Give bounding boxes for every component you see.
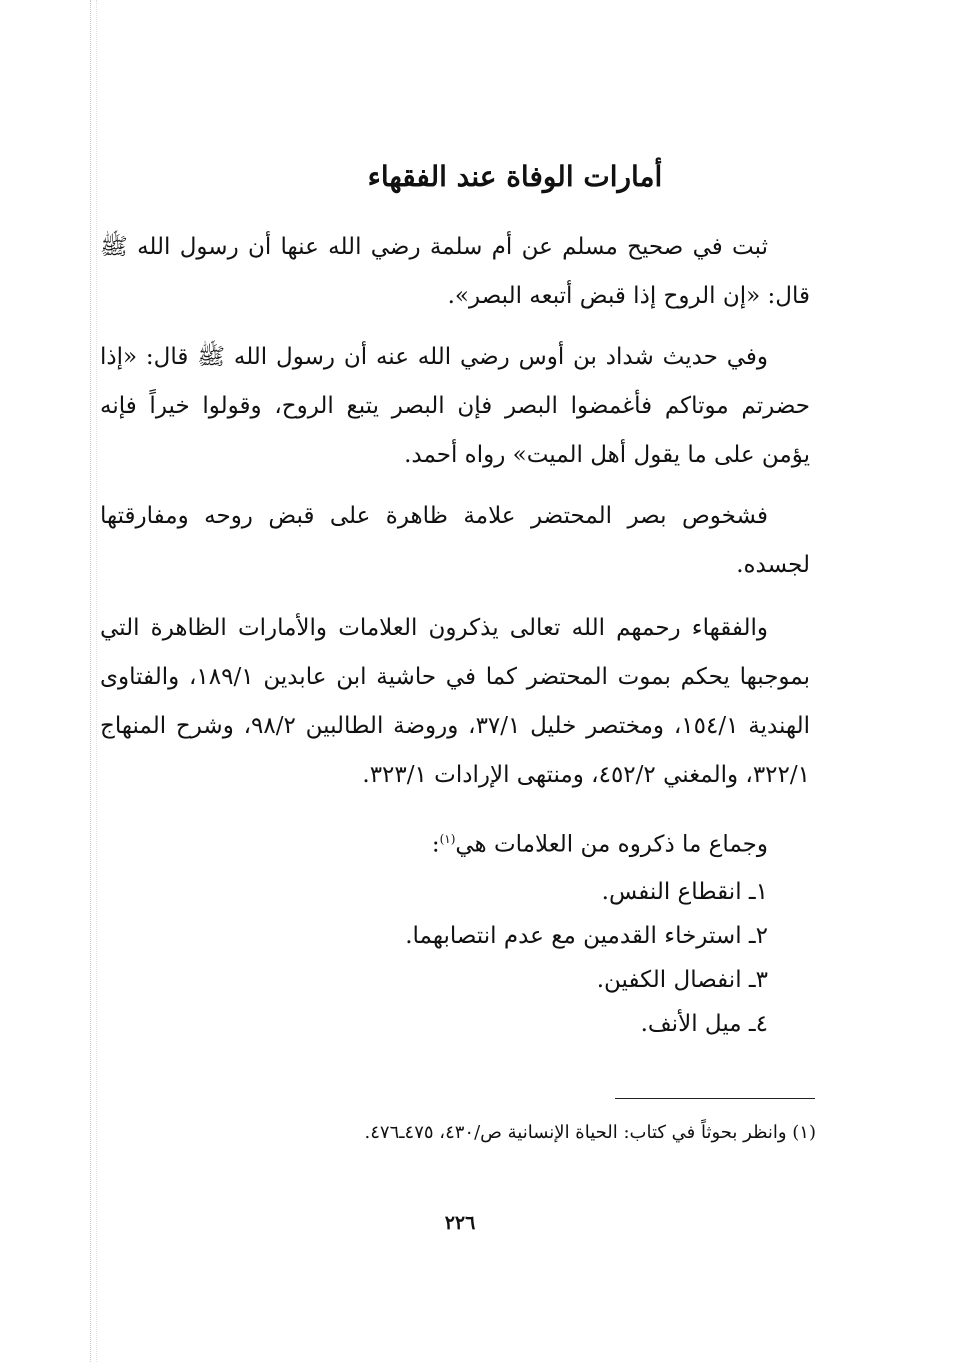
footnote-separator (615, 1098, 815, 1099)
margin-guide-line (90, 0, 91, 1362)
footnote: (١) وانظر بحوثاً في كتاب: الحياة الإنسانية ص/٤٣٠، ٤٧٥ـ٤٧٦. (364, 1122, 816, 1143)
paragraph-fuqaha-references: والفقهاء رحمهم الله تعالى يذكرون العلامات والأمارات الظاهرة التي بموجبها يحكم بموت المحتضر كما في حاشية ابن عابدين ١٨٩/١، والفتاوى الهندية ١٥٤/١، ومختصر خليل ٣٧/١، وروضة الطالبين ٩٨/٢، وشرح المنهاج ٣٢٢/١، والمغني ٤٥٢/٢، ومنتهى الإرادات ٣٢٣/١. (100, 615, 810, 788)
page-title: أمارات الوفاة عند الفقهاء (367, 160, 663, 193)
page-body (100, 160, 810, 1046)
list-item: ٢ـ استرخاء القدمين مع عدم انتصابهما. (405, 922, 768, 949)
page-number: ٢٢٦ (444, 1212, 476, 1234)
signs-intro (100, 814, 810, 870)
signs-intro-text: وجماع ما ذكروه من العلامات هي (455, 831, 768, 858)
list-item: ٣ـ انفصال الكفين. (596, 966, 768, 993)
margin-guide-line (96, 0, 97, 1362)
list-item: ٤ـ ميل الأنف. (640, 1010, 768, 1037)
paragraph-hadith-umm-salama: ثبت في صحيح مسلم عن أم سلمة رضي الله عنها أن رسول الله ﷺ قال: «إن الروح إذا قبض أتبعه البصر». (100, 234, 810, 309)
footnote-marker[interactable]: (١) (439, 832, 456, 846)
paragraph-gaze-sign: فشخوص بصر المحتضر علامة ظاهرة على قبض روحه ومفارقتها لجسده. (100, 503, 810, 578)
signs-list (100, 870, 810, 1046)
list-item: ١ـ انقطاع النفس. (601, 878, 768, 905)
paragraph-hadith-shaddad: وفي حديث شداد بن أوس رضي الله عنه أن رسول الله ﷺ قال: «إذا حضرتم موتاكم فأغمضوا البصر فإن البصر يتبع الروح، وقولوا خيراً فإنه يؤمن على ما يقول أهل الميت» رواه أحمد. (100, 344, 810, 468)
signs-intro-colon: : (431, 831, 440, 858)
